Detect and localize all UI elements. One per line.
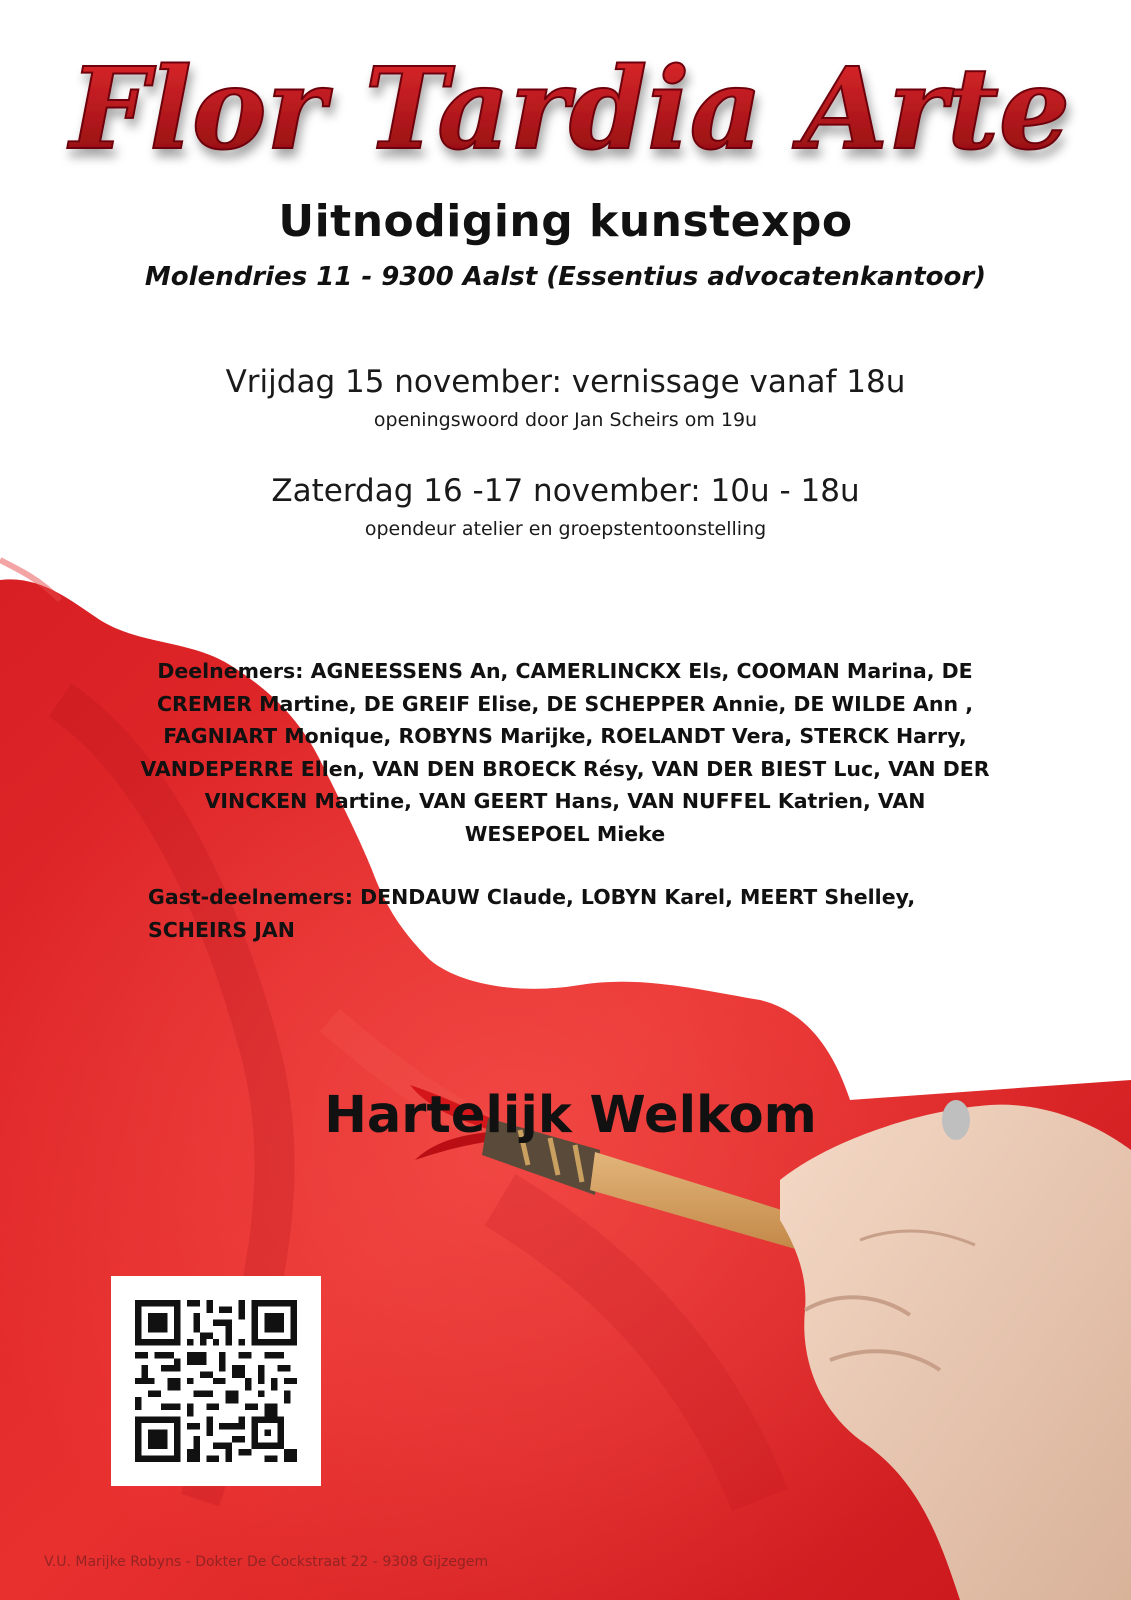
svg-text:Flor Tardia Arte: Flor Tardia Arte (69, 44, 1071, 175)
qr-code[interactable] (111, 1276, 321, 1486)
qr-code-icon (135, 1300, 297, 1462)
address: Molendries 11 - 9300 Aalst (Essentius advocatenkantoor) (144, 262, 987, 292)
participants-list: Deelnemers: AGNEESSENS An, CAMERLINCKX Els, COOMAN Marina, DE CREMER Martine, DE GREIF Elise, DE SCHEPPER Annie, DE WILDE Ann , FAGNIART Monique, ROBYNS Marijke, ROELANDT Vera, STERCK Harry, VANDEPERRE Ellen, VAN DEN BROECK Résy, VAN DER BIEST Luc, VAN DER VINCKEN Martine, VAN GEERT Hans, VAN NUFFEL Katrien, VAN WESEPOEL Mieke (140, 659, 990, 846)
publisher-footer: V.U. Marijke Robyns - Dokter De Cockstraat 22 - 9308 Gijzegem (44, 1554, 489, 1570)
flor-tardia-arte-logo (40, 30, 1100, 200)
page-title: Uitnodiging kunstexpo (278, 196, 853, 247)
welcome-heading: Hartelijk Welkom (324, 1086, 817, 1145)
day2-note: opendeur atelier en groepstentoonstelling (364, 518, 767, 540)
day1-schedule: Vrijdag 15 november: vernissage vanaf 18u (225, 364, 906, 400)
day2-schedule: Zaterdag 16 -17 november: 10u - 18u (271, 473, 860, 509)
guest-participants-list: Gast-deelnemers: DENDAUW Claude, LOBYN Karel, MEERT Shelley, SCHEIRS JAN (148, 885, 916, 942)
day1-note: openingswoord door Jan Scheirs om 19u (373, 409, 758, 431)
